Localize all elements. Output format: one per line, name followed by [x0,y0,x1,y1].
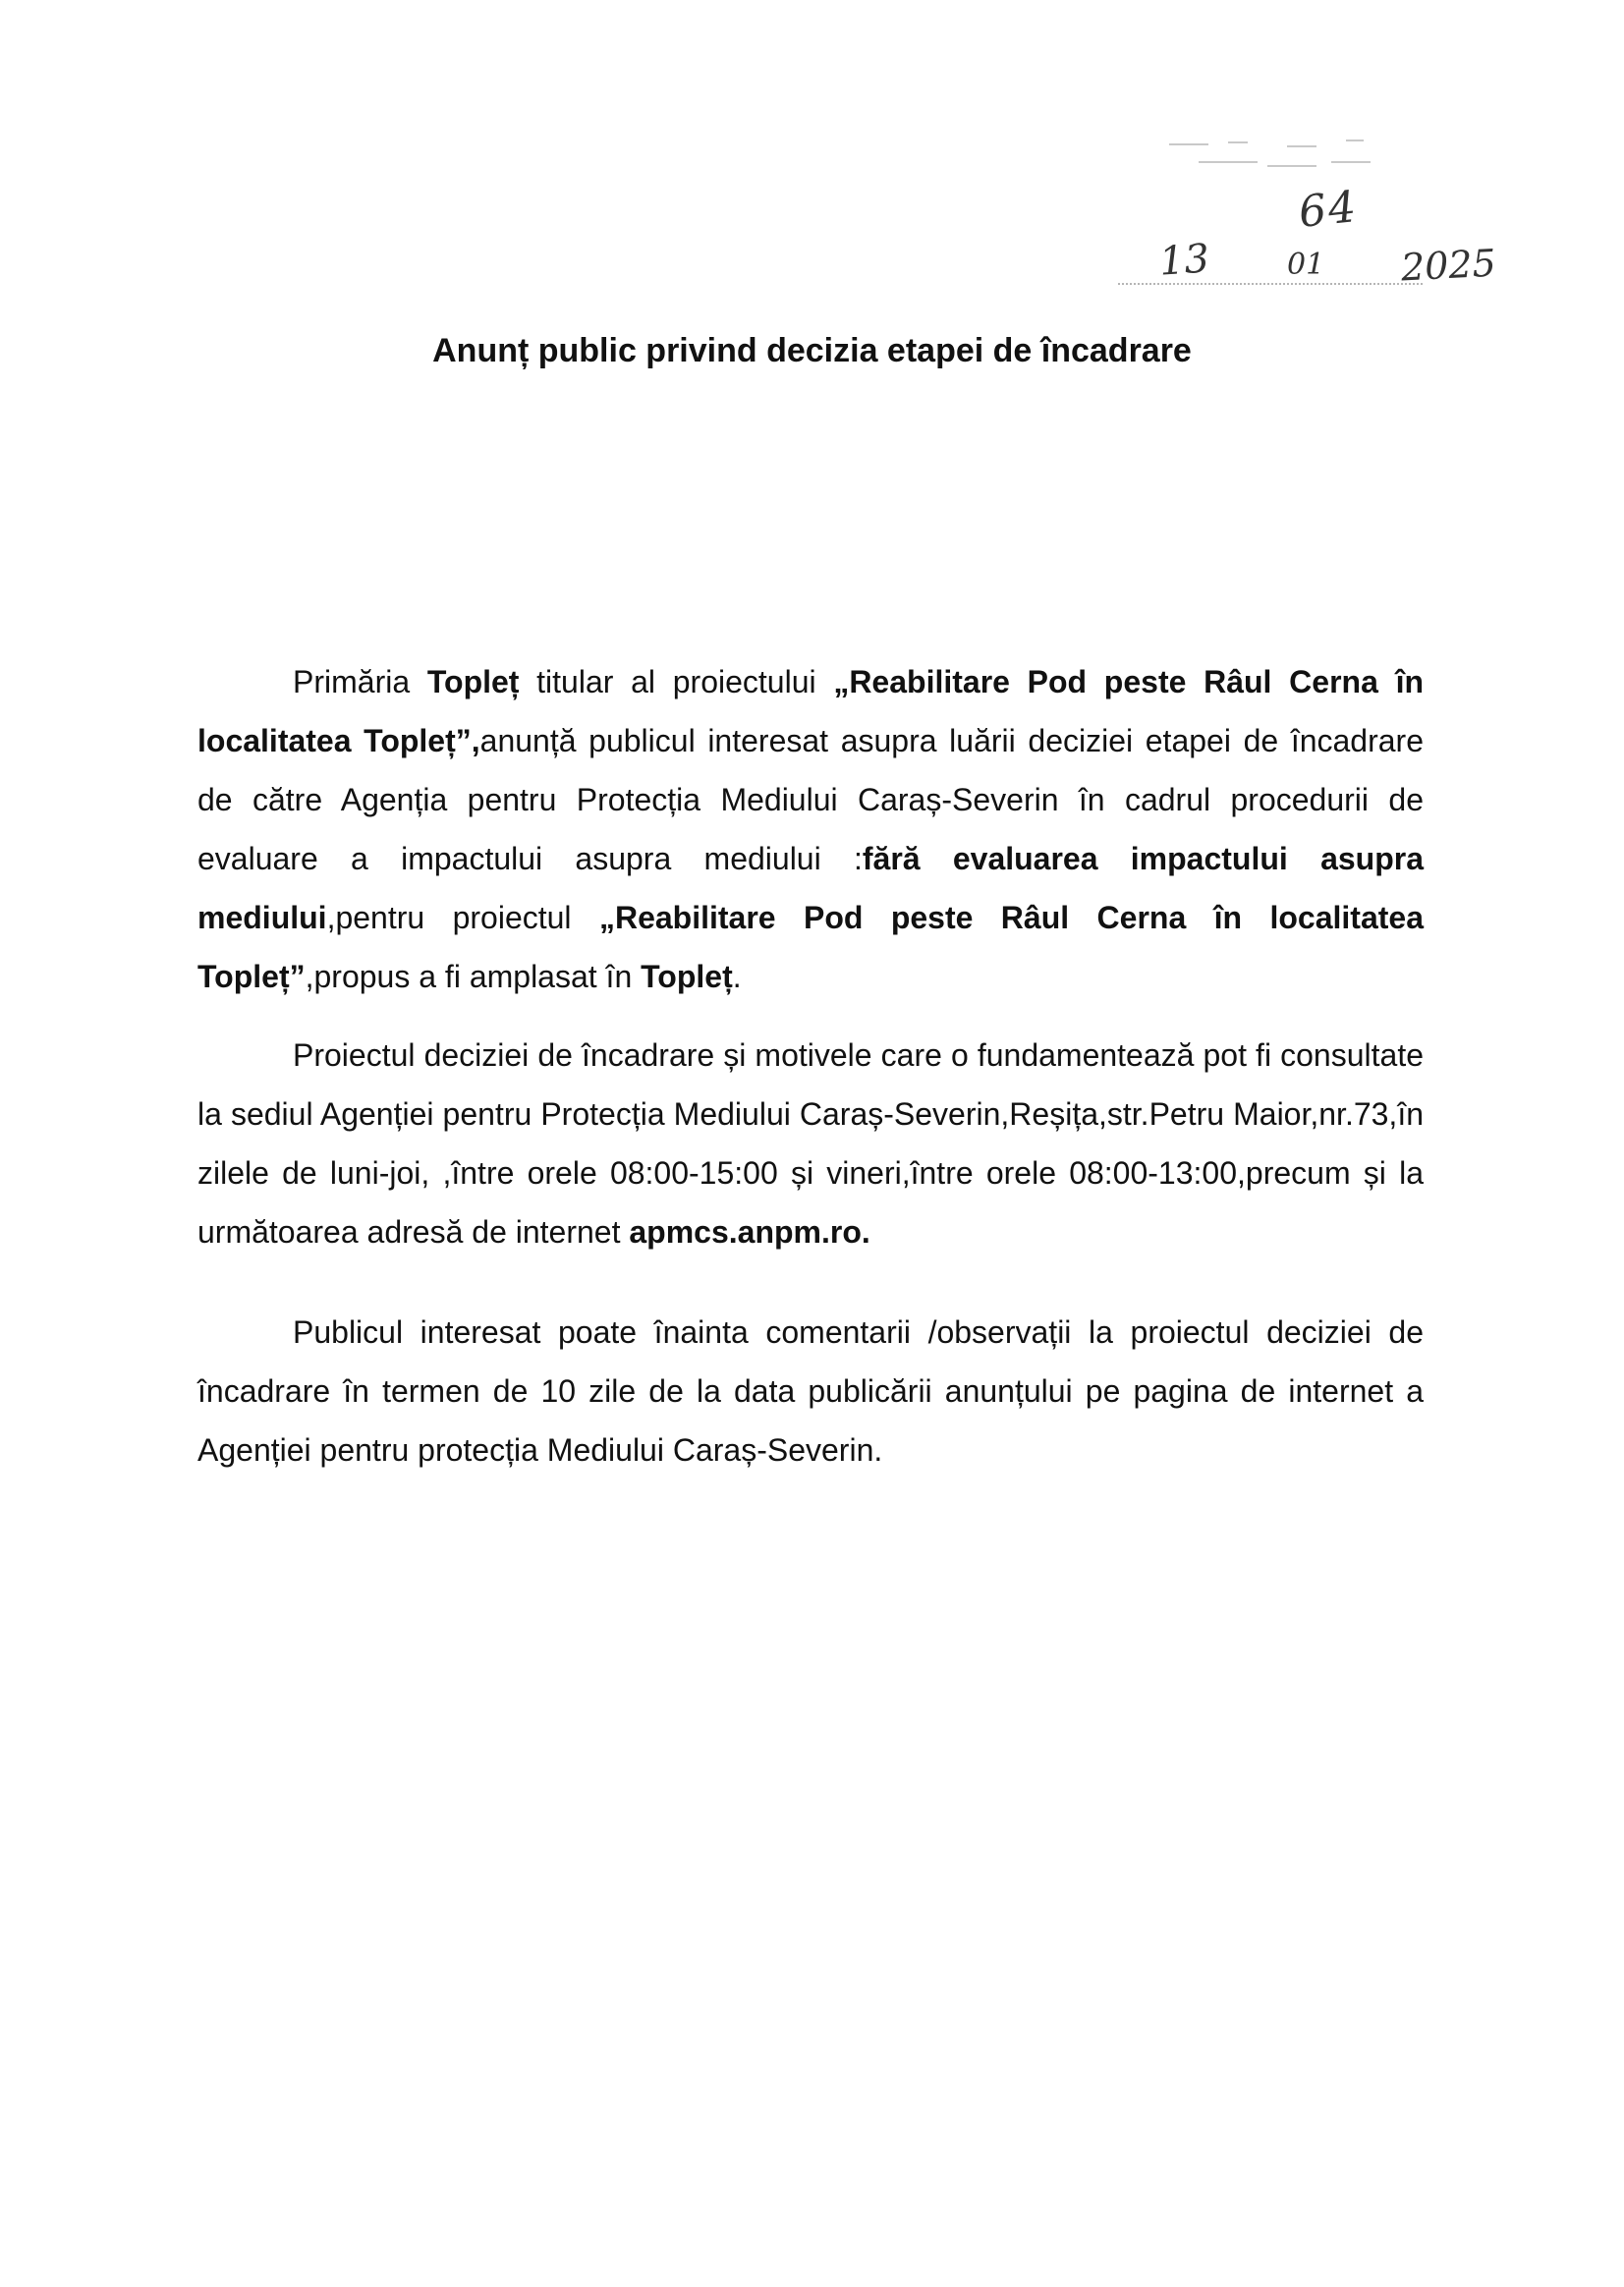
registration-month: 01 [1287,248,1325,282]
stamp-faint-marks [1159,138,1385,185]
bold-text: fără evaluarea impactului asupra mediului [197,841,1425,935]
text: ,propus a fi amplasat în [305,959,642,994]
document-title: Anunț public privind decizia etapei de încadrare [432,332,1192,369]
text: . [732,959,742,994]
text: Primăria [293,664,427,699]
registration-year: 2025 [1399,241,1497,290]
text: Proiectul deciziei de încadrare și motivele care o fundamentează pot fi consultate la sediul Agenției pentru Protecția Mediului Caraș-Severin,Reșița,str.Petru Maior,nr.73,în zilele de luni-joi, ,între orele 08:00-15:00 și vineri,între orele 08:00-13:00,precum și la următoarea adresă de internet [197,1037,1424,1250]
stamp-dotted-line [1118,283,1423,285]
text: anunță publicul interesat asupra luării deciziei etapei de încadrare de către Agenția pentru Protecția Mediului Caraș-Severin în cadrul procedurii de evaluare a impactului asupra mediului : [197,723,1425,876]
registration-day: 13 [1157,236,1211,285]
paragraph-public-comments [197,1303,1424,1479]
bold-text: „Reabilitare Pod peste Râul Cerna în localitatea Topleț”, [197,664,1425,758]
registration-stamp [1100,138,1503,295]
paragraph-consultation-details [197,1026,1424,1261]
paragraph-project-announcement [197,652,1424,1006]
text: Publicul interesat poate înainta comentarii /observații la proiectul deciziei de încadrare în termen de 10 zile de la data publicării anunțului pe pagina de internet a Agenției pentru protecția Mediului Caraș-Severin. [197,1314,1424,1468]
registration-number: 64 [1296,182,1361,238]
bold-text: Topleț [641,959,733,994]
website-address: apmcs.anpm.ro. [629,1214,870,1250]
bold-text: „Reabilitare Pod peste Râul Cerna în localitatea Topleț” [197,900,1425,994]
text: titular al proiectului [519,664,834,699]
text: ,pentru proiectul [326,900,599,935]
bold-text: Topleț [426,664,520,699]
